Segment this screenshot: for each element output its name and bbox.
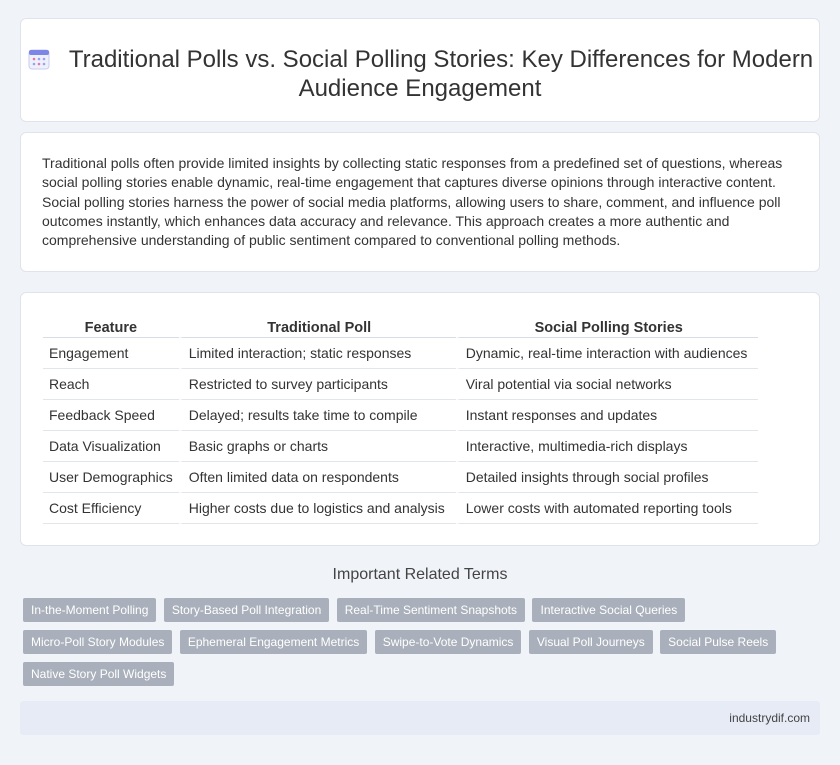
table-row	[43, 338, 758, 369]
intro-paragraph: Traditional polls often provide limited insights by collecting static responses from a predefined set of questions, whereas social polling stories enable dynamic, real-time engagement that captures diverse opinions through interactive content. Social polling stories harness the power of social media platforms, allowing users to share, comment, and influence poll outcomes instantly, which enhances data accuracy and relevance. This approach creates a more authentic and comprehensive understanding of public sentiment compared to conventional polling methods.	[42, 155, 783, 249]
header-card	[20, 18, 820, 122]
table-cell: Engagement	[43, 338, 179, 369]
comparison-card	[20, 292, 820, 546]
page-title: Traditional Polls vs. Social Polling Stories: Key Differences for Modern Audience Engagement	[68, 46, 814, 102]
calendar-icon	[27, 47, 51, 71]
footer	[20, 701, 820, 735]
table-row	[43, 400, 758, 431]
table-cell: Cost Efficiency	[43, 493, 179, 524]
related-term-tag[interactable]: Interactive Social Queries	[532, 598, 685, 622]
table-row	[43, 462, 758, 493]
table-header-row	[43, 313, 758, 338]
header-traditional-poll: Traditional Poll	[179, 313, 456, 338]
related-term-tag[interactable]: Visual Poll Journeys	[529, 630, 653, 654]
header-social-polling-stories: Social Polling Stories	[456, 313, 758, 338]
table-cell: Limited interaction; static responses	[179, 338, 456, 369]
table-cell: Delayed; results take time to compile	[179, 400, 456, 431]
table-cell: Reach	[43, 369, 179, 400]
related-term-tag[interactable]: Social Pulse Reels	[660, 630, 776, 654]
table-cell: Lower costs with automated reporting tools	[456, 493, 758, 524]
related-term-tag[interactable]: Ephemeral Engagement Metrics	[180, 630, 367, 654]
table-cell: Interactive, multimedia-rich displays	[456, 431, 758, 462]
related-term-tag[interactable]: In-the-Moment Polling	[23, 598, 156, 622]
table-cell: Often limited data on respondents	[179, 462, 456, 493]
table-cell: Feedback Speed	[43, 400, 179, 431]
page-title-wrap	[21, 45, 819, 103]
comparison-table	[43, 313, 758, 524]
footer-site-link[interactable]: industrydif.com	[729, 711, 810, 725]
header-feature: Feature	[43, 313, 179, 338]
table-cell: Restricted to survey participants	[179, 369, 456, 400]
table-row	[43, 369, 758, 400]
table-cell: Basic graphs or charts	[179, 431, 456, 462]
related-term-tag[interactable]: Story-Based Poll Integration	[164, 598, 329, 622]
table-cell: Detailed insights through social profiles	[456, 462, 758, 493]
related-term-tag[interactable]: Real-Time Sentiment Snapshots	[337, 598, 525, 622]
table-cell: Dynamic, real-time interaction with audiences	[456, 338, 758, 369]
related-term-tag[interactable]: Micro-Poll Story Modules	[23, 630, 172, 654]
intro-card	[20, 132, 820, 272]
related-terms-tags	[23, 598, 783, 694]
related-term-tag[interactable]: Native Story Poll Widgets	[23, 662, 174, 686]
table-cell: Instant responses and updates	[456, 400, 758, 431]
table-cell: Data Visualization	[43, 431, 179, 462]
table-row	[43, 493, 758, 524]
table-cell: User Demographics	[43, 462, 179, 493]
related-terms-title: Important Related Terms	[332, 566, 508, 583]
table-cell: Viral potential via social networks	[456, 369, 758, 400]
table-row	[43, 431, 758, 462]
table-cell: Higher costs due to logistics and analysis	[179, 493, 456, 524]
related-term-tag[interactable]: Swipe-to-Vote Dynamics	[375, 630, 522, 654]
